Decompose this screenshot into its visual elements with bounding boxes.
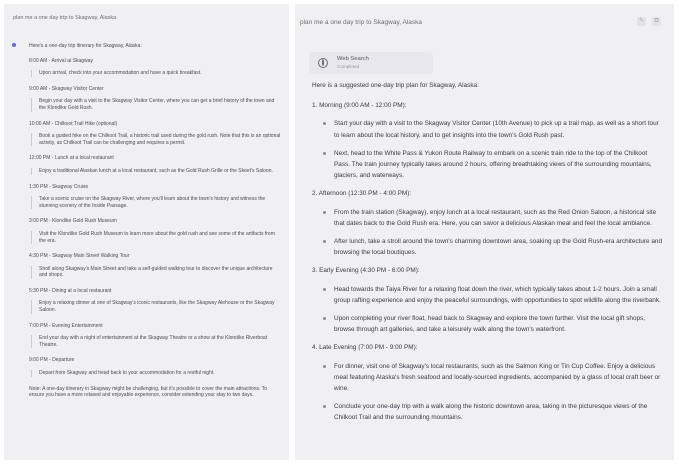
itinerary-desc: Begin your day with a visit to the Skagway Visitor Center, where you can get a brief history of the town and the Klondike Gold Rush.	[29, 98, 281, 111]
response-intro: Here is a suggested one-day trip plan for Skagway, Alaska:	[312, 82, 479, 89]
itinerary-time: 9:00 AM - Skagway Visitor Center	[29, 85, 104, 92]
itinerary-item	[29, 86, 281, 112]
itinerary-item	[29, 323, 281, 349]
itinerary-time: 10:00 AM - Chilkoot Trail Hike (optional)	[29, 120, 118, 127]
assistant-response	[312, 80, 664, 431]
itinerary-desc: Enjoy a relaxing dinner at one of Skagway's iconic restaurants, like the Skagway Alehouse or the Skagway Saloon.	[29, 300, 281, 313]
itinerary-item	[29, 155, 281, 174]
itinerary-item	[29, 218, 281, 244]
itinerary-time: 7:00 PM - Evening Entertainment	[29, 322, 103, 329]
assistant-response	[29, 43, 281, 399]
itinerary-desc: End your day with a night of entertainment at the Skagway Theatre or a show at the Klondike Riverboat Theatre.	[29, 335, 281, 348]
section-bullet: For dinner, visit one of Skagway's local restaurants, such as the Salmon King or Tin Cup Coffee. Enjoy a delicious meal featuring Alaska's fresh seafood and locally-sourced ingredients, accompanied by a glass of local craft beer or wine.	[312, 361, 664, 395]
itinerary-time: 1:30 PM - Skagway Cruise	[29, 183, 89, 190]
itinerary-item	[29, 121, 281, 147]
itinerary-desc: Book a guided hike on the Chilkoot Trail, a historic trail used during the gold rush. Note that this is an optional activity, as Chilkoot Trail can be challenging and requires a permit.	[29, 133, 281, 146]
itinerary-desc: Visit the Klondike Gold Rush Museum to learn more about the gold rush and see some of the artifacts from the era.	[29, 231, 281, 244]
web-search-status: Completed	[337, 64, 360, 69]
section-bullet: Start your day with a visit to the Skagway Visitor Center (10th Avenue) to pick up a trail map, as well as a short tour to learn about the local history, and to get insights into the town's Gold Rush past.	[312, 118, 664, 140]
section-bullet: Conclude your one-day trip with a walk along the historic downtown area, taking in the picturesque views of the Chilkoot Trail and the surrounding mountains.	[312, 401, 664, 423]
plan-section	[312, 188, 664, 258]
response-intro: Here's a one-day trip itinerary for Skagway, Alaska:	[29, 43, 142, 49]
itinerary-time: 3:00 PM - Klondike Gold Rush Museum	[29, 218, 117, 225]
prompt-actions	[637, 17, 661, 26]
itinerary-item	[29, 288, 281, 314]
globe-icon	[318, 58, 328, 68]
itinerary-desc: Stroll along Skagway's Main Street and take a self-guided walking tour to discover the unique architecture and shops.	[29, 266, 281, 279]
section-bullet: Head towards the Taiya River for a relaxing float down the river, which typically takes about 1-2 hours. Join a small group rafting experience and enjoy the peaceful surroundings, with opportunities to spot wildlife along the riverbank.	[312, 284, 664, 306]
itinerary-item	[29, 253, 281, 279]
itinerary-time: 12:00 PM - Lunch at a local restaurant	[29, 155, 114, 162]
section-heading: 1. Morning (9:00 AM - 12:00 PM):	[312, 102, 407, 110]
itinerary-time: 5:30 PM - Dining at a local restaurant	[29, 287, 112, 294]
itinerary-time: 8:00 AM - Arrival at Skagway	[29, 57, 93, 64]
itinerary-desc: Depart from Skagway and head back to your accommodation for a restful night.	[29, 370, 281, 377]
itinerary-item	[29, 357, 281, 376]
itinerary-desc: Enjoy a traditional Alaskan lunch at a local restaurant, such as the Gold Rush Grille or the Skeet's Saloon.	[29, 168, 281, 175]
user-prompt: plan me a one day trip to Skagway, Alaska	[300, 19, 423, 26]
section-bullet: Next, head to the White Pass & Yukon Route Railway to embark on a scenic train ride to the top of the Chilkoot Pass. The train journey typically takes around 2 hours, offering breathtaking views of the surrounding mountains, glaciers, and waterways.	[312, 148, 664, 182]
plan-section	[312, 100, 664, 181]
itinerary-note: Note: A one-day itinerary in Skagway might be challenging, but it's possible to cover the main attractions. To ensure you have a more relaxed and enjoyable experience, consider extending your stay to two days.	[29, 385, 267, 399]
itinerary-time: 9:00 PM - Departure	[29, 357, 75, 364]
right-chat-panel	[295, 4, 674, 460]
left-chat-panel	[4, 4, 289, 460]
edit-icon[interactable]: ✎	[638, 18, 645, 24]
assistant-indicator-icon	[12, 43, 16, 47]
itinerary-item	[29, 58, 281, 77]
web-search-title: Web Search	[337, 56, 369, 62]
section-heading: 4. Late Evening (7:00 PM - 9:00 PM):	[312, 344, 418, 352]
user-prompt: plan me a one day trip to Skagway, Alaska	[13, 15, 117, 21]
plan-section	[312, 265, 664, 335]
section-bullet: Upon completing your river float, head back to Skagway and explore the town further. Visit the local gift shops, browse through art galleries, and take a leisurely walk along the town's waterfront.	[312, 313, 664, 335]
itinerary-time: 4:30 PM - Skagway Main Street Walking Tour	[29, 253, 130, 260]
itinerary-desc: Upon arrival, check into your accommodation and have a quick breakfast.	[29, 70, 281, 77]
section-bullet: After lunch, take a stroll around the town's charming downtown area, soaking up the Gold Rush-era architecture and browsing the local boutiques.	[312, 236, 664, 258]
section-bullet: From the train station (Skagway), enjoy lunch at a local restaurant, such as the Red Onion Saloon, a historical site that dates back to the Gold Rush era. Here, you can savor a delicious Alaskan meal and feel the local ambiance.	[312, 207, 664, 229]
web-search-card[interactable]	[309, 52, 433, 74]
plan-section	[312, 342, 664, 423]
itinerary-desc: Take a scenic cruise on the Skagway River, where you'll learn about the town's history and witness the stunning scenery of the Inside Passage.	[29, 196, 281, 209]
section-heading: 2. Afternoon (12:30 PM - 4:00 PM):	[312, 190, 412, 198]
section-heading: 3. Early Evening (4:30 PM - 6:00 PM):	[312, 267, 420, 275]
copy-icon[interactable]: ⧉	[652, 17, 661, 26]
itinerary-item	[29, 184, 281, 210]
